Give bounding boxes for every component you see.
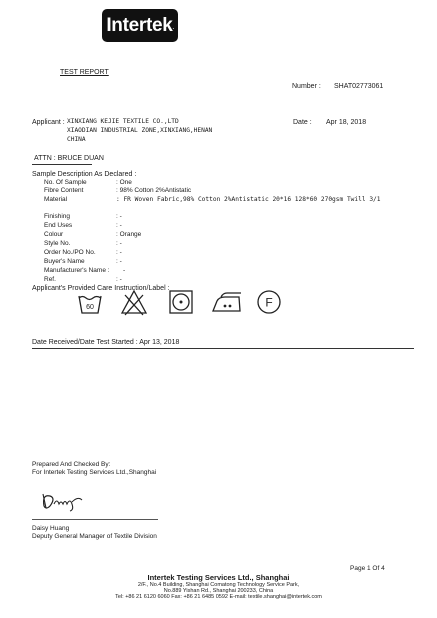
footer-contact: Tel: +86 21 6120 6060 Fax: +86 21 6485 0592 E-mail: textile.shanghai@intertek.com <box>115 594 322 600</box>
dry-clean-letter: F <box>265 295 273 310</box>
signature-line <box>32 519 158 520</box>
iron-medium-icon <box>209 287 247 317</box>
page-number: Page 1 Of 4 <box>350 565 385 572</box>
for-company: For Intertek Testing Services Ltd.,Shanghai <box>32 469 157 476</box>
applicant-country: CHINA <box>67 136 86 143</box>
sample-heading: Sample Description As Declared : <box>32 171 137 178</box>
applicant-address: XIAODIAN INDUSTRIAL ZONE,XINXIANG,HENAN <box>67 127 213 134</box>
signer-name: Daisy Huang <box>32 525 70 532</box>
footer-address-1: 2/F., No.4 Building, Shanghai Comatong Technology Service Park, <box>137 582 300 588</box>
dry-clean-f-icon <box>254 287 284 317</box>
applicant-name: XINXIANG KEJIE TEXTILE CO.,LTD <box>67 118 179 125</box>
number-value: SHAT02773061 <box>334 83 384 90</box>
date-received: Date Received/Date Test Started : Apr 13, 2018 <box>32 339 180 346</box>
attn-line: ATTN : BRUCE DUAN <box>34 155 104 162</box>
intertek-logo: Intertek. <box>102 9 178 42</box>
report-title: TEST REPORT <box>60 69 109 76</box>
signer-position: Deputy General Manager of Textile Division <box>32 533 157 540</box>
number-label: Number : <box>292 83 321 90</box>
applicant-label: Applicant : <box>32 119 65 126</box>
wash-temp-label: 60 <box>86 304 94 311</box>
wash-60-icon <box>75 287 105 317</box>
date-label: Date : <box>293 119 312 126</box>
attn-divider <box>32 164 92 165</box>
section-divider <box>32 348 414 349</box>
handwritten-signature <box>40 488 100 512</box>
care-heading: Applicant's Provided Care Instruction/Label : <box>32 285 170 292</box>
footer-company: Intertek Testing Services Ltd., Shanghai <box>147 573 290 582</box>
footer-address-2: No.889 Yishan Rd., Shanghai 200233, China <box>163 588 274 594</box>
date-value: Apr 18, 2018 <box>326 119 367 126</box>
do-not-bleach-icon <box>119 287 149 317</box>
tumble-dry-icon <box>166 287 196 317</box>
prepared-by: Prepared And Checked By: <box>32 461 111 468</box>
